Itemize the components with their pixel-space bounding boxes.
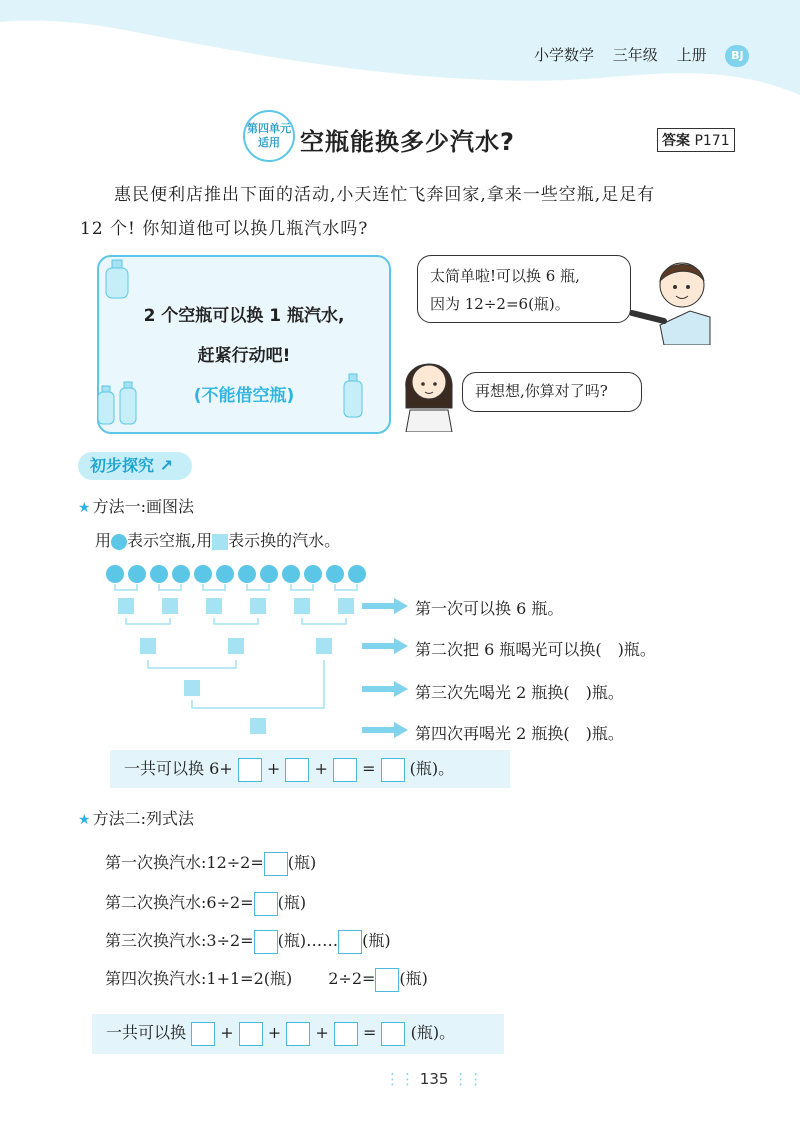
soda-square-icon — [212, 534, 228, 550]
empty-bottle-circle — [128, 565, 146, 583]
empty-bottle-circle-icon — [111, 534, 127, 550]
pair-bracket — [115, 584, 137, 590]
answer-box[interactable] — [239, 1022, 263, 1046]
answer-box[interactable] — [254, 930, 278, 954]
equals-sign: = — [362, 759, 376, 778]
soda-square — [118, 598, 134, 614]
answer-box[interactable] — [286, 1022, 310, 1046]
arrow-icon — [362, 638, 408, 654]
answer-box[interactable] — [264, 852, 288, 876]
bottle-icon — [100, 258, 136, 302]
answer-reference — [657, 128, 735, 152]
soda-square — [338, 598, 354, 614]
boy-line2: 因为 12÷2=6(瓶)。 — [430, 295, 570, 313]
method2-heading — [78, 806, 194, 829]
sum2-prefix: 一共可以换 — [106, 1023, 187, 1042]
intro-line1: 惠民便利店推出下面的活动,小天连忙飞奔回家,拿来一些空瓶,足足有 — [114, 185, 656, 205]
empty-bottle-circle — [238, 565, 256, 583]
pencil-icon: ↗ — [159, 456, 173, 475]
legend-prefix: 用 — [95, 531, 112, 550]
plus-sign: + — [266, 759, 281, 778]
calc-line-4: 第四次换汽水:1+1=2(瓶) 2÷2= (瓶) — [105, 966, 428, 992]
answer-box[interactable] — [338, 930, 362, 954]
plus-sign: + — [267, 1023, 282, 1042]
empty-bottle-circle — [304, 565, 322, 583]
answer-box[interactable] — [254, 892, 278, 916]
sum1-suffix: (瓶)。 — [409, 759, 455, 778]
empty-bottle-circle — [216, 565, 234, 583]
answer-box[interactable] — [191, 1022, 215, 1046]
bottle-exchange-diagram — [95, 560, 395, 750]
seal-line2: 适用 — [258, 136, 280, 149]
soda-square — [294, 598, 310, 614]
calc-line-1: 第一次换汽水:12÷2= (瓶) — [105, 850, 316, 876]
pair-bracket — [302, 618, 346, 624]
pair-bracket — [148, 660, 236, 668]
soda-square — [250, 598, 266, 614]
method2-sum-row — [92, 1014, 504, 1054]
pair-bracket — [291, 584, 313, 590]
soda-square — [228, 638, 244, 654]
calc-line-3: 第三次换汽水:3÷2= (瓶)…… (瓶) — [105, 928, 391, 954]
plus-sign: + — [315, 1023, 329, 1042]
pair-bracket — [247, 584, 269, 590]
page-title: 空瓶能换多少汽水? — [300, 128, 515, 156]
bottle-icon — [340, 372, 368, 420]
edition-badge: BJ — [725, 45, 749, 67]
method1-sum-row — [110, 750, 510, 788]
pair-bracket — [214, 618, 258, 624]
legend-mid: 表示空瓶,用 — [127, 531, 213, 550]
soda-square — [140, 638, 156, 654]
step-1: 第一次可以换 6 瓶。 — [415, 599, 564, 618]
empty-bottle-circle — [194, 565, 212, 583]
answer-box[interactable] — [238, 758, 262, 782]
answer-box[interactable] — [381, 1022, 405, 1046]
method1-legend — [95, 528, 340, 551]
empty-bottle-circle — [348, 565, 366, 583]
rule-line3: (不能借空瓶) — [193, 386, 295, 406]
answer-box[interactable] — [285, 758, 309, 782]
answer-label: 答案 — [662, 133, 690, 149]
pair-bracket — [335, 584, 357, 590]
empty-bottle-circle — [282, 565, 300, 583]
rule-line2: 赶紧行动吧! — [197, 346, 291, 366]
soda-square — [206, 598, 222, 614]
answer-box[interactable] — [334, 1022, 358, 1046]
sum1-prefix: 一共可以换 6+ — [124, 759, 233, 778]
soda-square — [250, 718, 266, 734]
empty-bottle-circle — [172, 565, 190, 583]
intro-line2: 12 个! 你知道他可以换几瓶汽水吗? — [80, 219, 369, 239]
soda-square — [162, 598, 178, 614]
page-number-text: 135 — [419, 1070, 449, 1088]
empty-bottle-circle — [106, 565, 124, 583]
rule-line1: 2 个空瓶可以换 1 瓶汽水, — [143, 306, 345, 326]
answer-box[interactable] — [333, 758, 357, 782]
book-header — [534, 44, 763, 67]
pair-bracket — [192, 660, 324, 708]
step-2: 第二次把 6 瓶喝光可以换( )瓶。 — [415, 640, 656, 659]
method2-title: 方法二:列式法 — [92, 809, 194, 828]
section-label: 初步探究 — [90, 456, 155, 475]
star-icon: ★ — [78, 500, 91, 516]
equals-sign: = — [362, 1023, 377, 1042]
boy-illustration — [630, 255, 715, 345]
pair-bracket — [126, 618, 170, 624]
star-icon: ★ — [78, 812, 91, 828]
arrow-icon — [362, 722, 408, 738]
pair-bracket — [203, 584, 225, 590]
header-grade: 三年级 — [612, 46, 658, 64]
plus-sign: + — [220, 1023, 234, 1042]
method1-title: 方法一:画图法 — [92, 497, 194, 516]
empty-bottle-circle — [260, 565, 278, 583]
arrow-icon — [362, 598, 408, 614]
empty-bottle-circle — [326, 565, 344, 583]
soda-square — [184, 680, 200, 696]
answer-box[interactable] — [381, 758, 405, 782]
answer-page: P171 — [694, 133, 730, 149]
legend-suffix: 表示换的汽水。 — [228, 531, 341, 550]
boy-line1: 太简单啦!可以换 6 瓶, — [430, 267, 580, 285]
plus-sign: + — [314, 759, 328, 778]
page-number — [385, 1070, 483, 1088]
girl-illustration — [398, 348, 460, 432]
step-3: 第三次先喝光 2 瓶换( )瓶。 — [415, 683, 624, 702]
calc-line-2: 第二次换汽水:6÷2= (瓶) — [105, 890, 306, 916]
header-subject: 小学数学 — [534, 46, 595, 64]
section-tag-explore — [78, 452, 192, 480]
method1-heading — [78, 494, 194, 517]
arrow-icon — [362, 681, 408, 697]
answer-box[interactable] — [375, 968, 399, 992]
pair-bracket — [159, 584, 181, 590]
empty-bottle-circle — [150, 565, 168, 583]
unit-seal — [243, 110, 295, 162]
page-ornament-right: ⋮⋮ — [453, 1070, 484, 1088]
header-volume: 上册 — [676, 46, 707, 64]
sum2-suffix: (瓶)。 — [410, 1023, 456, 1042]
seal-line1: 第四单元 — [247, 122, 291, 135]
bottles-pair-icon — [96, 380, 144, 428]
step-4: 第四次再喝光 2 瓶换( )瓶。 — [415, 724, 624, 743]
girl-speech-bubble: 再想想,你算对了吗? — [462, 372, 642, 412]
soda-square — [316, 638, 332, 654]
page-ornament-left: ⋮⋮ — [385, 1070, 415, 1088]
boy-speech-bubble — [417, 255, 631, 323]
